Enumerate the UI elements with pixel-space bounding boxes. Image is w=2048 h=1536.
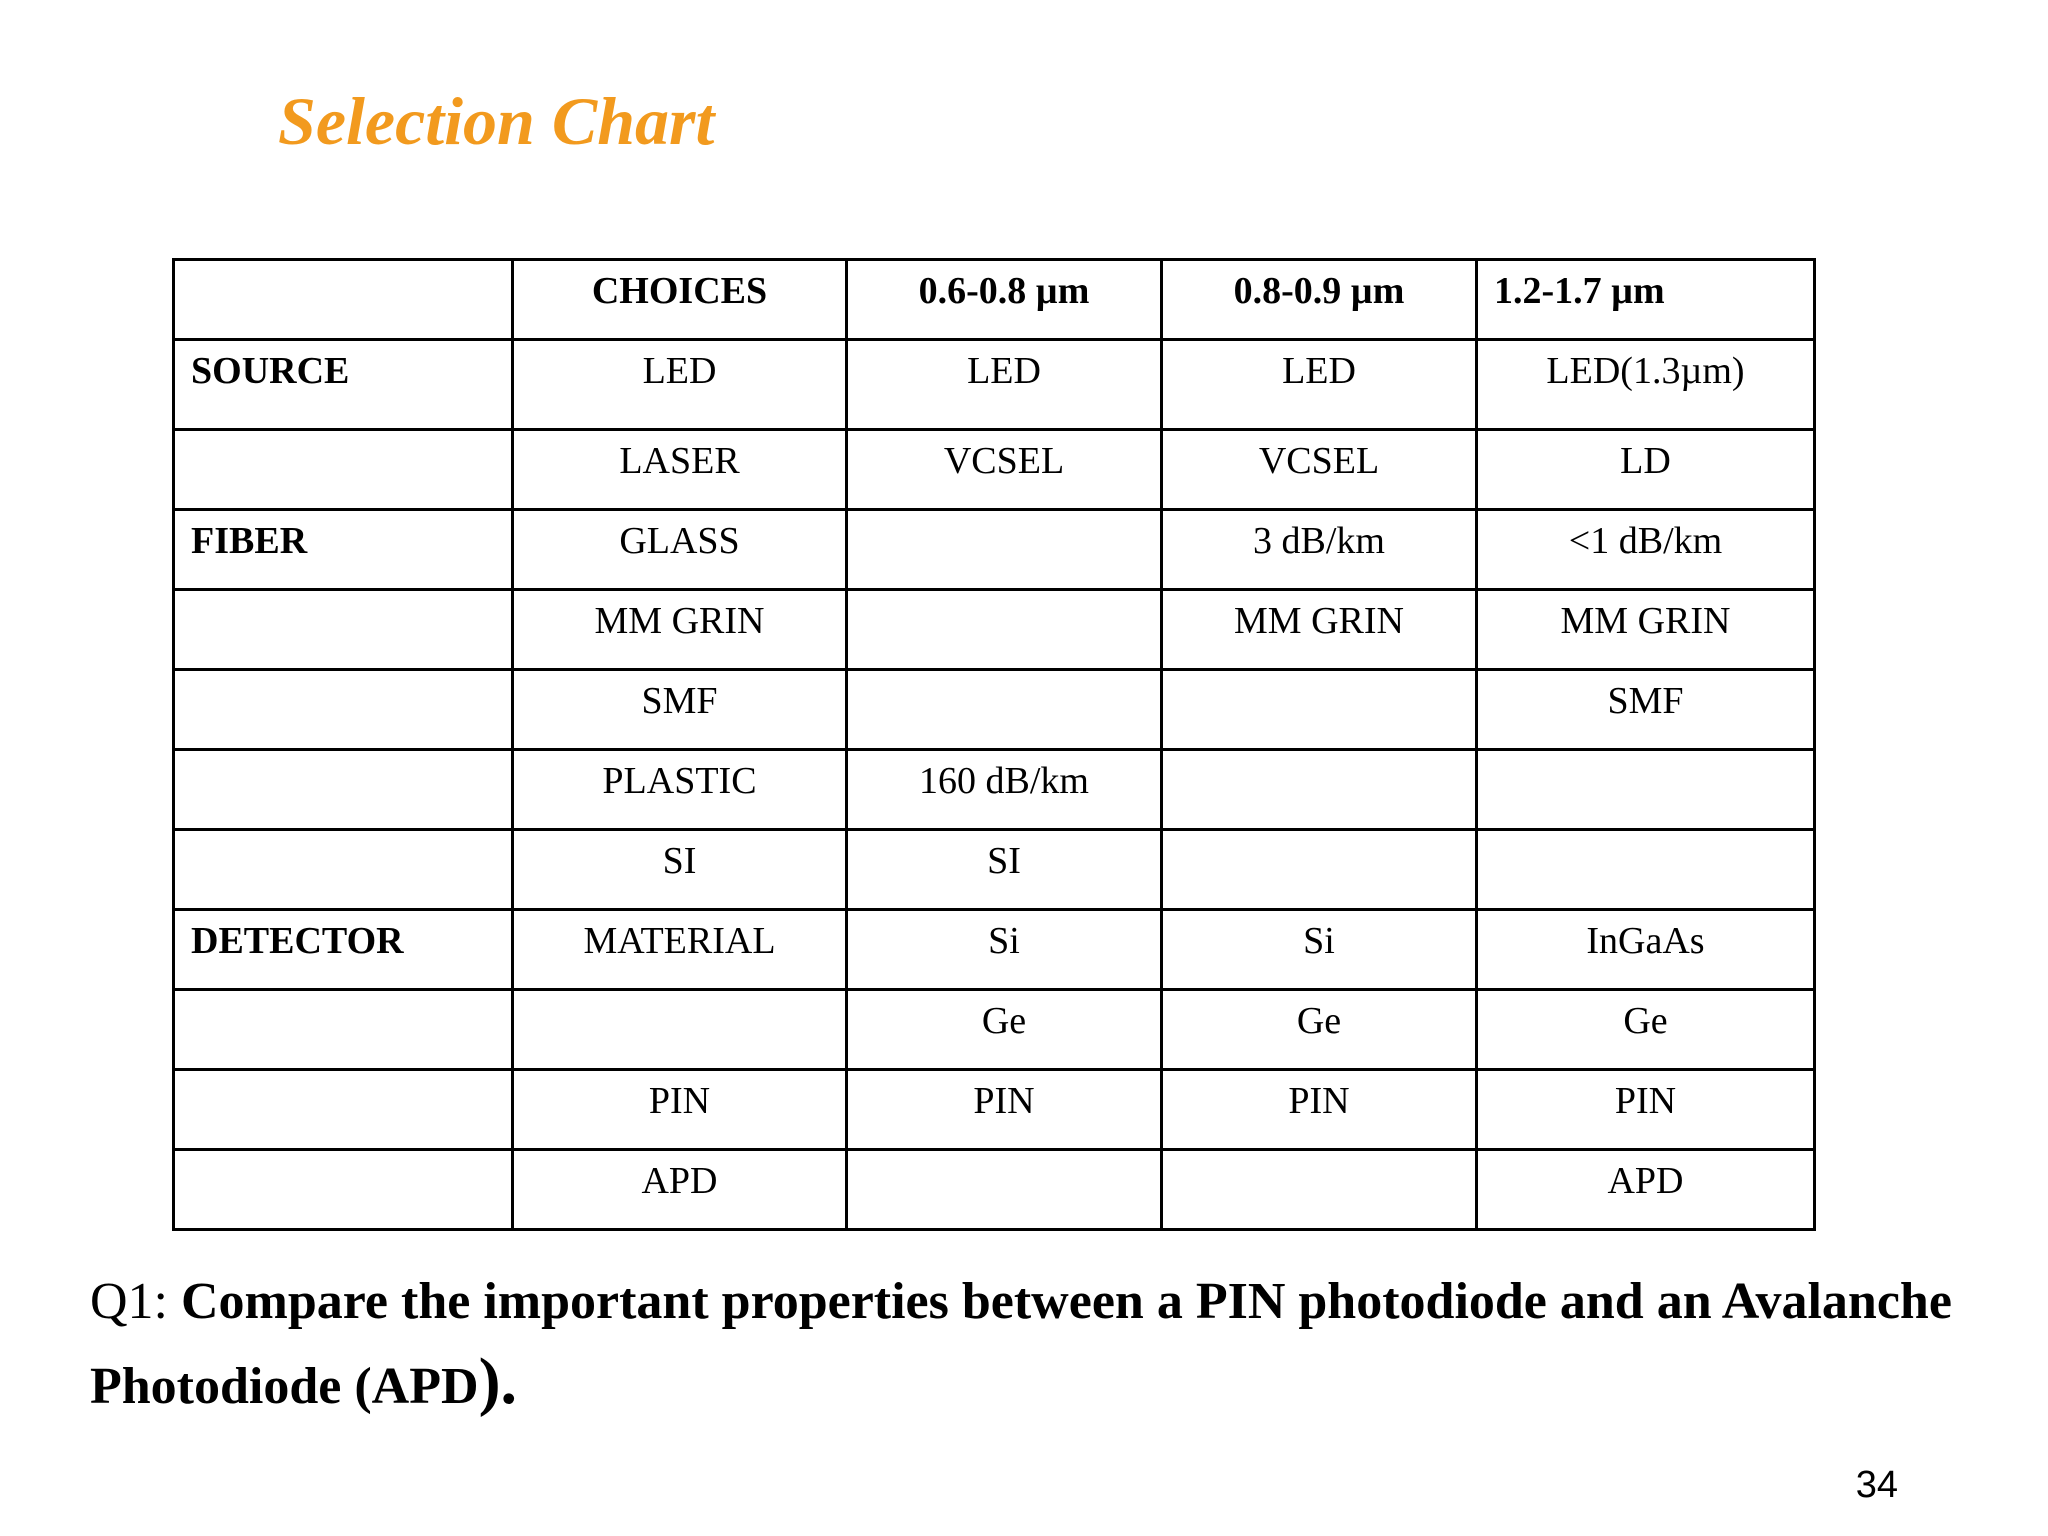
row-label [174, 990, 513, 1070]
table-row [174, 990, 1815, 1070]
table-row [174, 750, 1815, 830]
table-cell [1477, 750, 1815, 830]
table-cell [847, 1150, 1162, 1230]
table-cell: SI [847, 830, 1162, 910]
table-cell: SI [513, 830, 847, 910]
table-cell: MATERIAL [513, 910, 847, 990]
row-label [174, 750, 513, 830]
row-label: SOURCE [174, 340, 513, 430]
table-cell: PIN [847, 1070, 1162, 1150]
question-body: Compare the important properties between a PIN photodiode and an Avalanche Photodiode (APD [90, 1273, 1952, 1415]
table-row [174, 910, 1815, 990]
table-cell: SMF [513, 670, 847, 750]
table-cell: Ge [1162, 990, 1477, 1070]
table-cell: <1 dB/km [1477, 510, 1815, 590]
table-row [174, 430, 1815, 510]
table-cell: VCSEL [847, 430, 1162, 510]
page-number: 34 [1855, 1464, 1898, 1506]
table-cell: APD [513, 1150, 847, 1230]
table-cell: SMF [1477, 670, 1815, 750]
table-cell [1162, 750, 1477, 830]
table-cell: 160 dB/km [847, 750, 1162, 830]
table-cell: PIN [513, 1070, 847, 1150]
table-cell: 3 dB/km [1162, 510, 1477, 590]
table-row [174, 590, 1815, 670]
table-cell [1162, 1150, 1477, 1230]
table-cell: LED [847, 340, 1162, 430]
table-row [174, 340, 1815, 430]
row-label [174, 830, 513, 910]
row-label [174, 670, 513, 750]
table-cell [847, 670, 1162, 750]
table-row [174, 830, 1815, 910]
table-cell: PIN [1477, 1070, 1815, 1150]
question-closing: ). [478, 1345, 518, 1418]
table-cell: PLASTIC [513, 750, 847, 830]
table-cell: InGaAs [1477, 910, 1815, 990]
table-cell [1477, 830, 1815, 910]
selection-table [172, 258, 1816, 1231]
table-cell: LED [1162, 340, 1477, 430]
table-cell: LED(1.3µm) [1477, 340, 1815, 430]
row-label: DETECTOR [174, 910, 513, 990]
slide-title: Selection Chart [278, 83, 715, 159]
row-label [174, 1150, 513, 1230]
table-cell: Si [1162, 910, 1477, 990]
table-cell: APD [1477, 1150, 1815, 1230]
table-row [174, 1150, 1815, 1230]
table-cell: PIN [1162, 1070, 1477, 1150]
table-cell: LD [1477, 430, 1815, 510]
table-header-cell: 1.2-1.7 µm [1477, 260, 1815, 340]
question-prefix: Q1: [90, 1273, 181, 1330]
table-cell: LED [513, 340, 847, 430]
table-cell: GLASS [513, 510, 847, 590]
table-header-cell: CHOICES [513, 260, 847, 340]
row-label: FIBER [174, 510, 513, 590]
table-cell [847, 510, 1162, 590]
table-header-cell [174, 260, 513, 340]
table-cell: VCSEL [1162, 430, 1477, 510]
table-cell: Si [847, 910, 1162, 990]
table-cell: LASER [513, 430, 847, 510]
question-text [90, 1262, 1970, 1427]
table-row [174, 670, 1815, 750]
table-cell [1162, 830, 1477, 910]
row-label [174, 430, 513, 510]
table-cell: Ge [1477, 990, 1815, 1070]
row-label [174, 590, 513, 670]
table-cell: Ge [847, 990, 1162, 1070]
table-row [174, 510, 1815, 590]
table-cell [847, 590, 1162, 670]
table-cell [513, 990, 847, 1070]
table-cell: MM GRIN [513, 590, 847, 670]
table-cell [1162, 670, 1477, 750]
table-header-row [174, 260, 1815, 340]
table-header-cell: 0.6-0.8 µm [847, 260, 1162, 340]
table-row [174, 1070, 1815, 1150]
row-label [174, 1070, 513, 1150]
table-header-cell: 0.8-0.9 µm [1162, 260, 1477, 340]
table-cell: MM GRIN [1477, 590, 1815, 670]
table-cell: MM GRIN [1162, 590, 1477, 670]
